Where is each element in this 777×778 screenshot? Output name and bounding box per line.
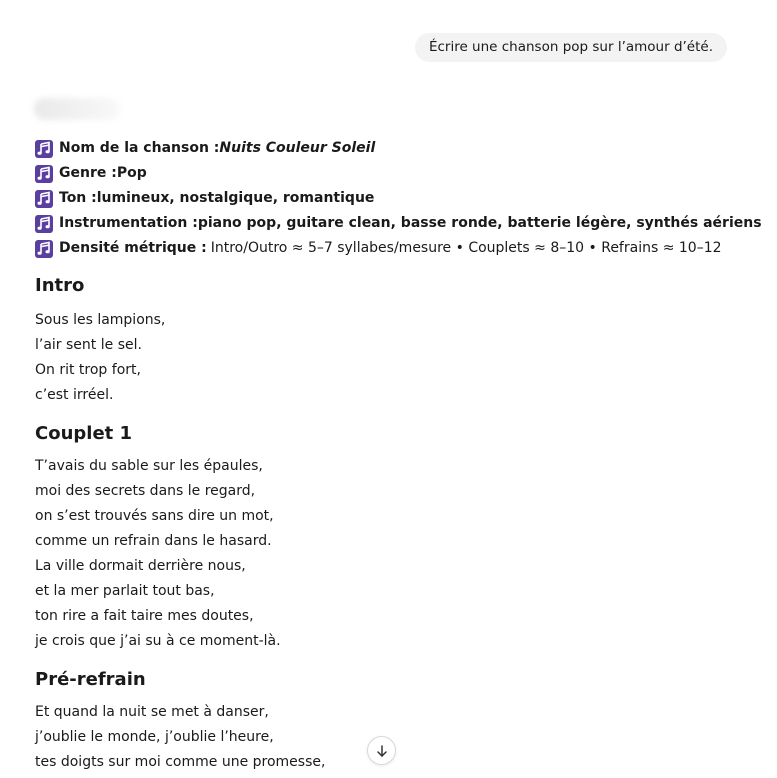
meta-line-tone — [35, 186, 735, 211]
musical-note-icon — [35, 140, 53, 158]
lyric-line: On rit trop fort, — [35, 362, 141, 378]
meta-line-name — [35, 136, 735, 161]
meta-line-instrumentation — [35, 211, 762, 236]
lyric-line: T’avais du sable sur les épaules, — [35, 458, 263, 474]
meta-line-density — [35, 236, 735, 261]
lyric-line: j’oublie le monde, j’oublie l’heure, — [35, 729, 274, 745]
meta-label: Genre : — [59, 165, 117, 181]
musical-note-icon — [35, 215, 53, 233]
lyric-line: La ville dormait derrière nous, — [35, 558, 246, 574]
lyric-line: Sous les lampions, — [35, 312, 166, 328]
lyric-line: tes doigts sur moi comme une promesse, — [35, 754, 326, 770]
assistant-avatar — [34, 98, 120, 120]
meta-label: Ton : — [59, 190, 97, 206]
lyric-line: je crois que j’ai su à ce moment-là. — [35, 633, 281, 649]
lyric-line: l’air sent le sel. — [35, 337, 142, 353]
meta-line-genre — [35, 161, 735, 186]
meta-label: Densité métrique : — [59, 240, 207, 256]
section-title: Pré-refrain — [35, 669, 146, 690]
meta-value: Intro/Outro ≈ 5–7 syllabes/mesure • Couplets ≈ 8–10 • Refrains ≈ 10–12 — [210, 240, 722, 256]
user-message-bubble: Écrire une chanson pop sur l’amour d’été. — [415, 33, 727, 62]
section-couplet-1 — [35, 422, 735, 654]
section-intro — [35, 274, 735, 408]
lyric-line: c’est irréel. — [35, 387, 114, 403]
lyric-line: on s’est trouvés sans dire un mot, — [35, 508, 274, 524]
meta-label: Nom de la chanson : — [59, 140, 220, 156]
meta-value: lumineux, nostalgique, romantique — [96, 190, 375, 206]
meta-value: piano pop, guitare clean, basse ronde, batterie légère, synthés aériens — [197, 215, 762, 231]
lyric-line: comme un refrain dans le hasard. — [35, 533, 272, 549]
lyric-line: ton rire a fait taire mes doutes, — [35, 608, 254, 624]
musical-note-icon — [35, 165, 53, 183]
lyric-line: et la mer parlait tout bas, — [35, 583, 215, 599]
section-title: Couplet 1 — [35, 423, 133, 444]
lyric-line: Et quand la nuit se met à danser, — [35, 704, 269, 720]
scroll-to-bottom-button[interactable] — [367, 736, 396, 765]
musical-note-icon — [35, 190, 53, 208]
meta-value: Pop — [116, 165, 147, 181]
meta-label: Instrumentation : — [59, 215, 198, 231]
meta-value: Nuits Couleur Soleil — [219, 140, 376, 156]
musical-note-icon — [35, 240, 53, 258]
song-meta — [35, 136, 762, 261]
arrow-down-icon — [375, 744, 389, 758]
section-title: Intro — [35, 275, 85, 296]
lyric-line: moi des secrets dans le regard, — [35, 483, 256, 499]
assistant-answer — [35, 136, 762, 775]
